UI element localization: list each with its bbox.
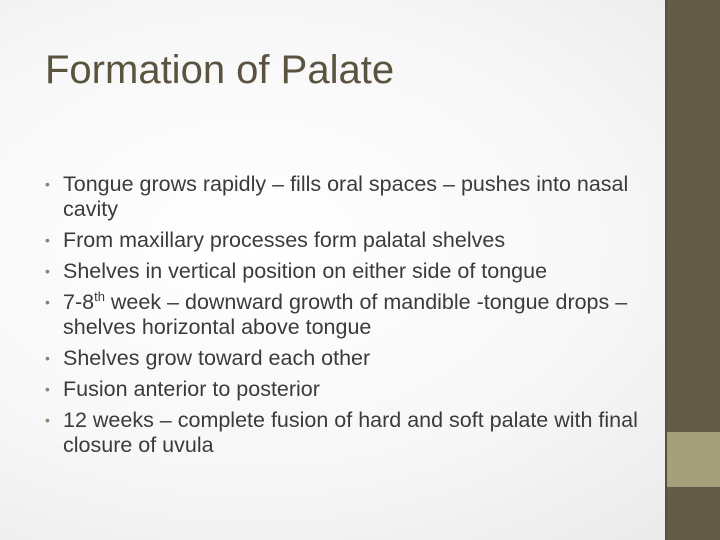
bullet-text-end: week – downward growth of mandible -tongue drops – shelves horizontal above tongue xyxy=(63,290,628,339)
bullet-item: • Shelves in vertical position on either side of tongue xyxy=(45,259,685,284)
bullet-item: • Tongue grows rapidly – fills oral spaces – pushes into nasal cavity xyxy=(45,172,685,222)
bullet-item: • From maxillary processes form palatal shelves xyxy=(45,228,685,253)
bullet-item xyxy=(45,290,685,340)
superscript-th: th xyxy=(94,289,105,304)
bullet-item: • Fusion anterior to posterior xyxy=(45,377,685,402)
bullet-item: • 12 weeks – complete fusion of hard and soft palate with final closure of uvula xyxy=(45,408,685,458)
slide-title: Formation of Palate xyxy=(45,48,395,92)
bullet-list xyxy=(45,172,685,464)
bullet-item: • Shelves grow toward each other xyxy=(45,346,685,371)
bullet-text-start: 7-8 xyxy=(63,290,95,314)
